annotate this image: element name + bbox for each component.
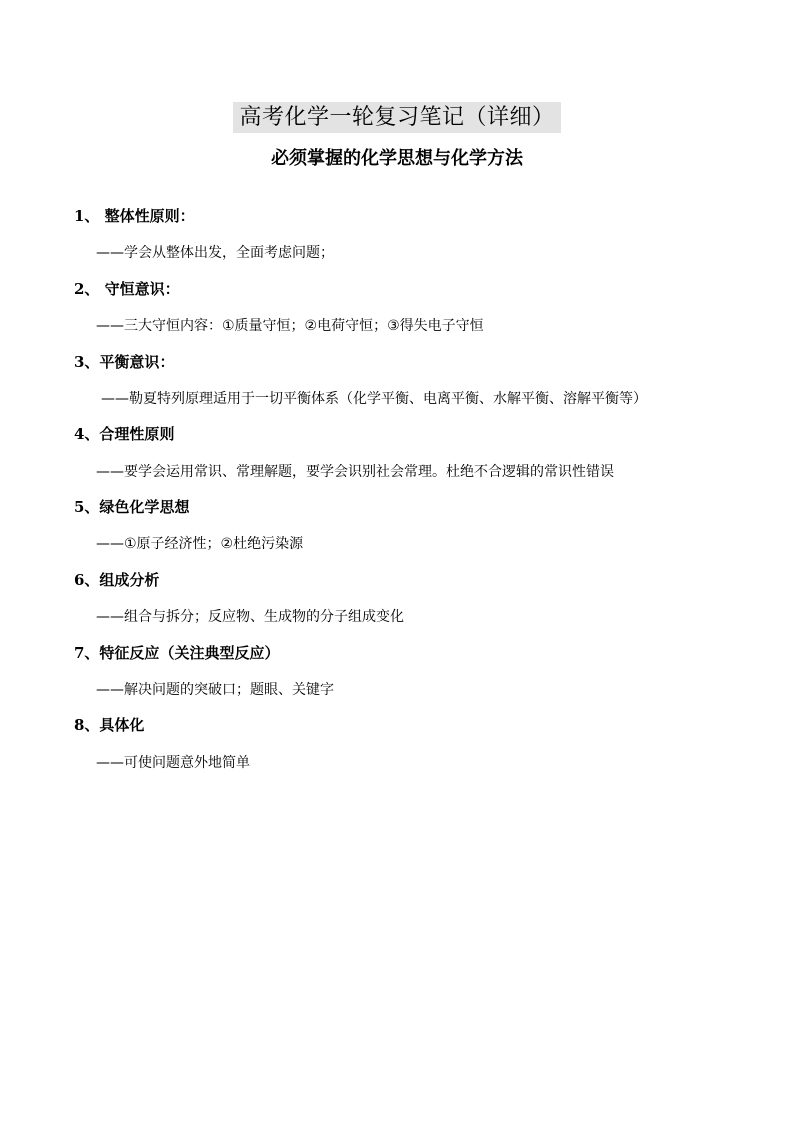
section-description: ——学会从整体出发，全面考虑问题； [96,245,334,261]
section-heading: 6、组成分析 [74,571,160,589]
section-heading: 5、绿色化学思想 [74,498,190,516]
page-title: 高考化学一轮复习笔记（详细） [233,102,560,133]
section-description: ——要学会运用常识、常理解题，要学会识别社会常理。杜绝不合逻辑的常识性错误 [96,464,614,480]
section-heading: 2、 守恒意识： [74,280,180,298]
section-description: ——解决问题的突破口；题眼、关键字 [96,682,334,698]
section-heading: 4、合理性原则 [74,425,175,443]
section-description: ——三大守恒内容：①质量守恒；②电荷守恒；③得失电子守恒 [96,318,484,334]
section-heading: 8、具体化 [74,716,145,734]
section-heading: 1、 整体性原则： [74,207,195,225]
title-wrapper [0,102,794,133]
page-subtitle: 必须掌握的化学思想与化学方法 [271,148,523,169]
section-description: ——组合与拆分；反应物、生成物的分子组成变化 [96,609,404,625]
section-description: ——①原子经济性；②杜绝污染源 [96,536,304,552]
section-description: ——可使问题意外地简单 [96,755,250,771]
section-heading: 7、特征反应（关注典型反应） [74,644,280,662]
section-description: ——勒夏特列原理适用于一切平衡体系（化学平衡、电离平衡、水解平衡、溶解平衡等） [101,391,647,407]
section-heading: 3、平衡意识： [74,353,175,371]
